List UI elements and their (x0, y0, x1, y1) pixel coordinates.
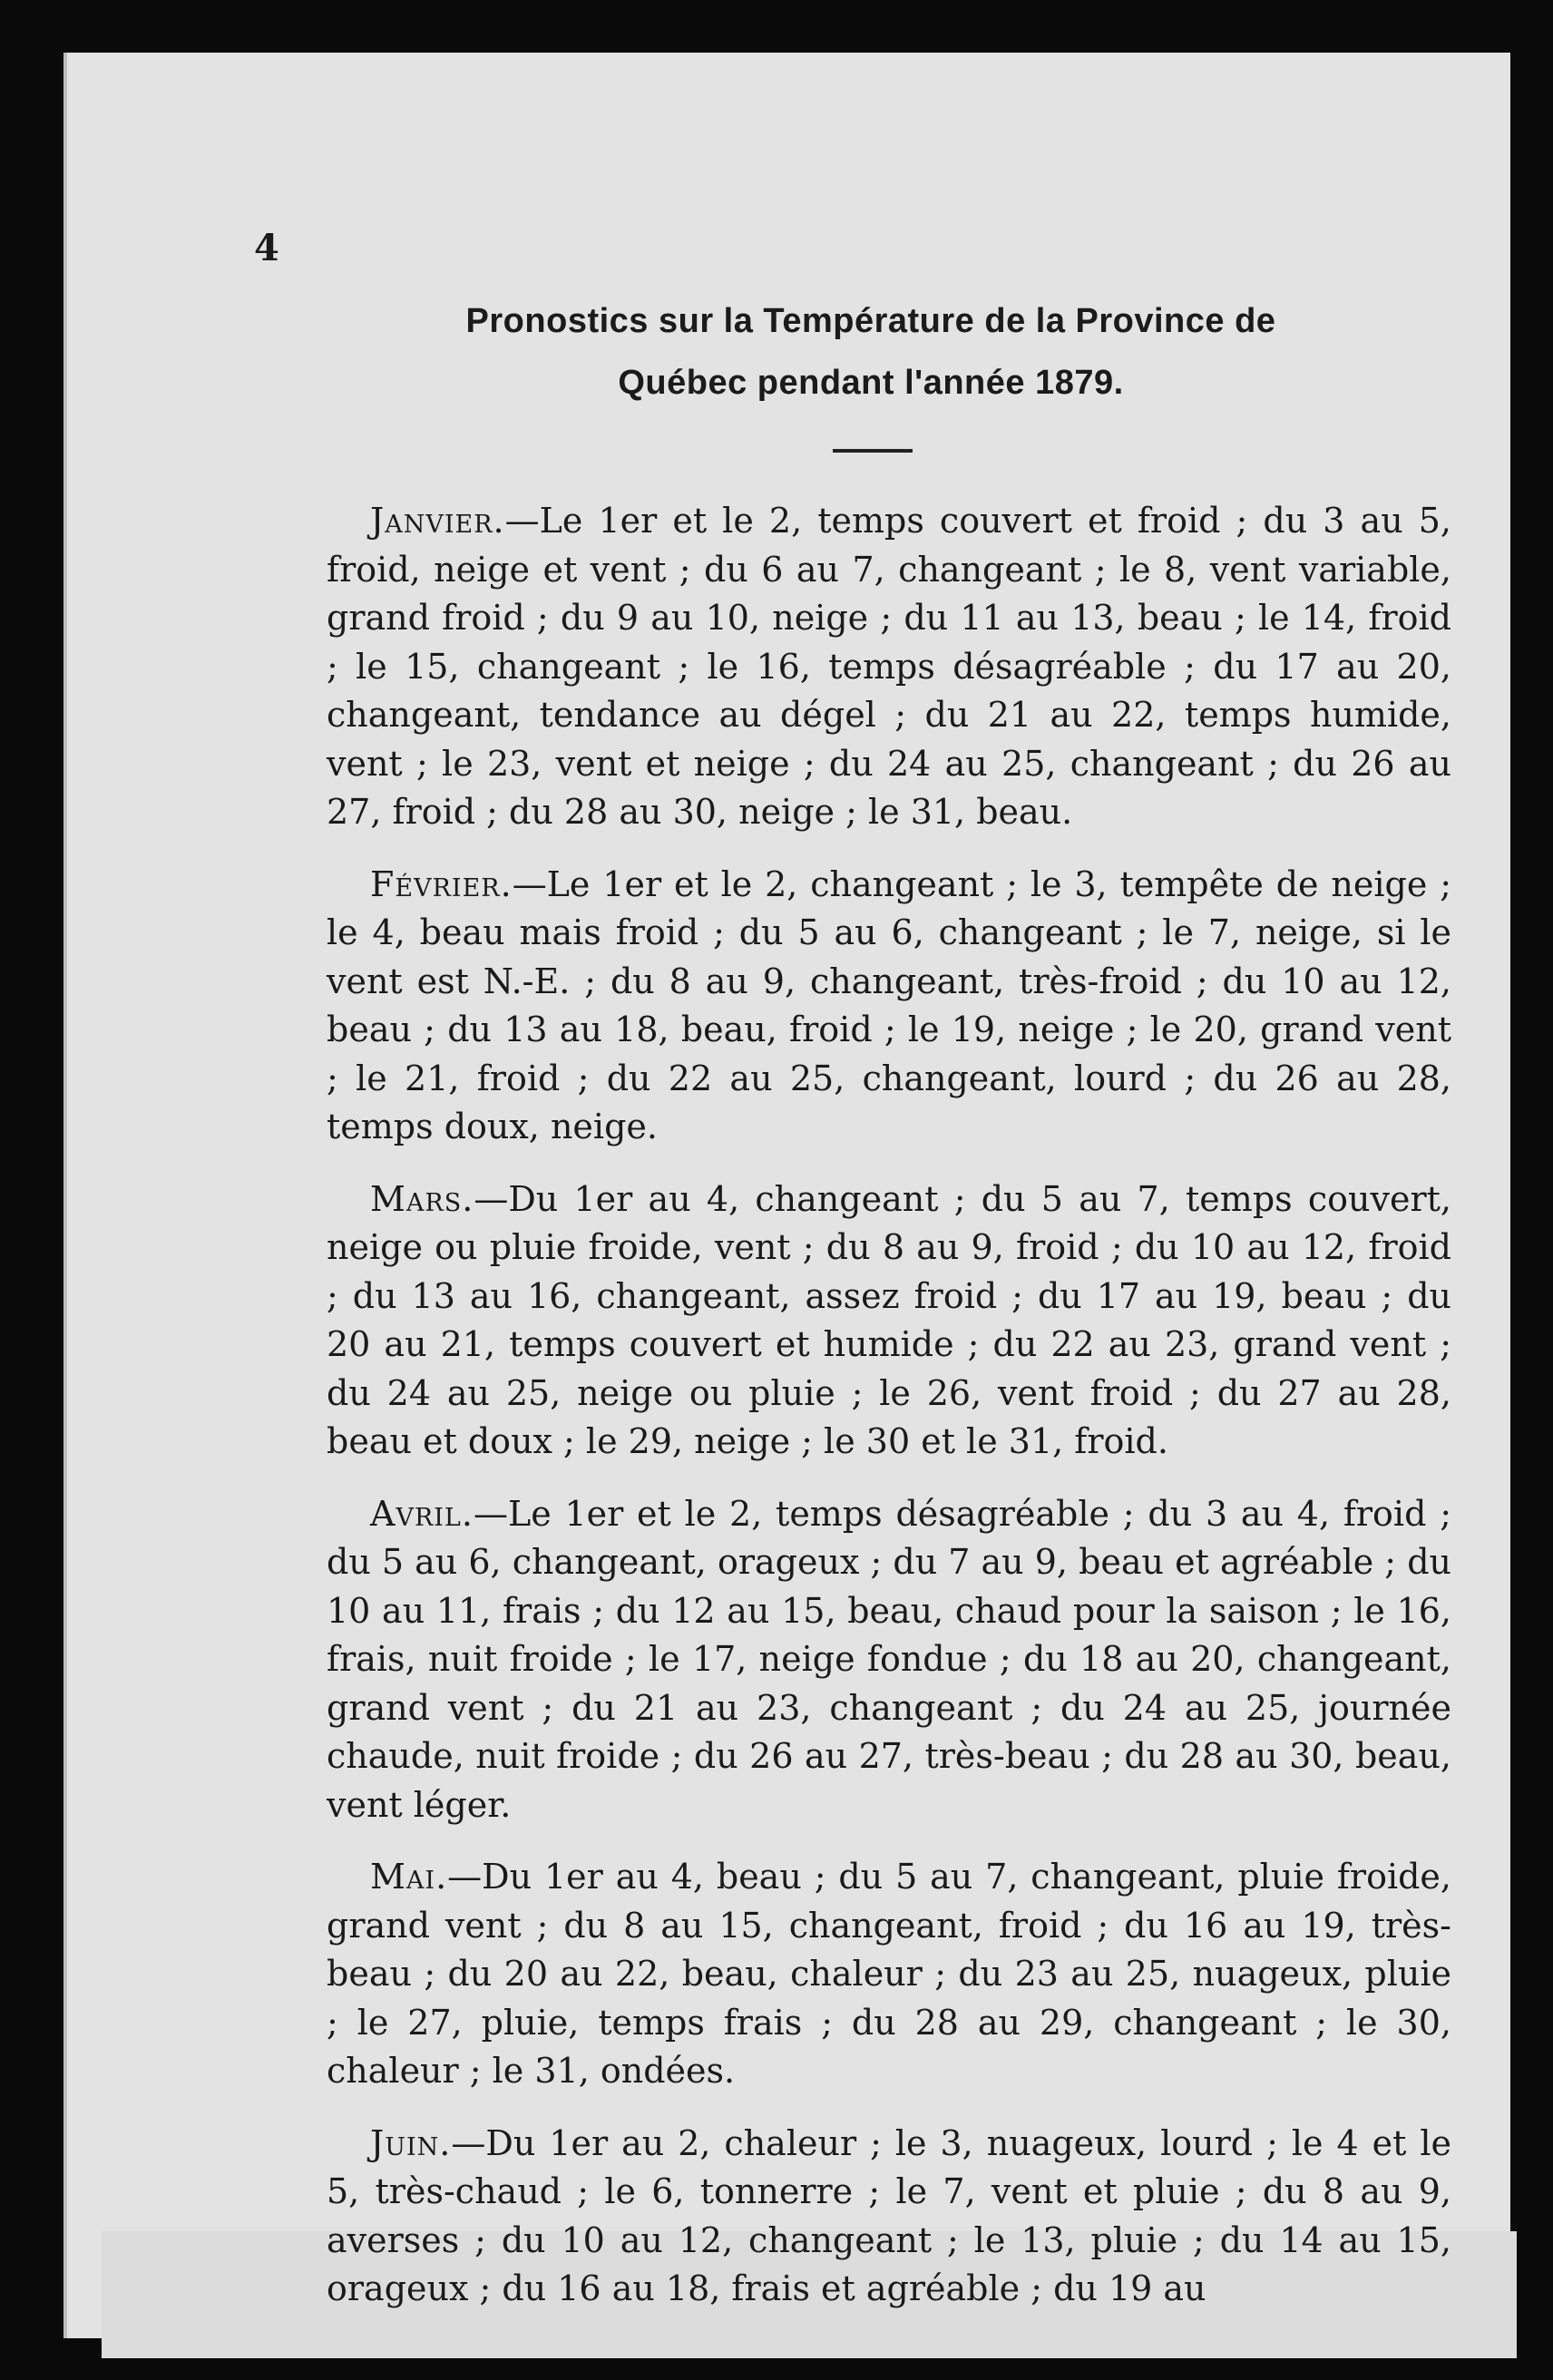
page-title (327, 290, 1415, 414)
paragraph-text: —Le 1er et le 2, temps désagréable ; du 3 au 4, froid ; du 5 au 6, changeant, orageux ; du 7 au 9, beau et agréable ; du 10 au 11, frais ; du 12 au 15, beau, chaud pour la saison ; le 16, frais, nuit froide ; le 17, neige fondue ; du 18 au 20, changeant, grand vent ; du 21 au 23, changeant ; du 24 au 25, journée chaude, nuit froide ; du 26 au 27, très-beau ; du 28 au 30, beau, vent léger. (327, 1493, 1451, 1825)
paragraph-text: —Du 1er au 2, chaleur ; le 3, nuageux, lourd ; le 4 et le 5, très-chaud ; le 6, tonnerre ; le 7, vent et pluie ; du 8 au 9, averses ; du 10 au 12, changeant ; le 13, pluie ; du 14 au 15, orageux ; du 16 au 18, frais et agréable ; du 19 au (327, 2122, 1451, 2308)
paragraph-text: —Du 1er au 4, beau ; du 5 au 7, changeant, pluie froide, grand vent ; du 8 au 15, changeant, froid ; du 16 au 19, très-beau ; du 20 au 22, beau, chaleur ; du 23 au 25, nuageux, pluie ; le 27, pluie, temps frais ; du 28 au 29, changeant ; le 30, chaleur ; le 31, ondées. (327, 1857, 1451, 2091)
paragraph-fevrier (327, 861, 1451, 1152)
month-label: Juin. (370, 2122, 452, 2163)
month-label: Janvier. (370, 501, 505, 541)
month-label: Février. (370, 863, 513, 904)
title-line-2: Québec pendant l'année 1879. (618, 364, 1124, 402)
paragraph-text: —Le 1er et le 2, changeant ; le 3, tempête de neige ; le 4, beau mais froid ; du 5 au 6, changeant ; le 7, neige, si le vent est N.-E. ; du 8 au 9, changeant, très-froid ; du 10 au 12, beau ; du 13 au 18, beau, froid ; le 19, neige ; le 20, grand vent ; le 21, froid ; du 22 au 25, changeant, lourd ; du 26 au 28, temps doux, neige. (327, 863, 1451, 1146)
month-label: Mai. (370, 1857, 448, 1897)
month-label: Mars. (370, 1178, 474, 1219)
paragraph-juin (327, 2120, 1451, 2314)
paragraph-mai (327, 1853, 1451, 2096)
paragraph-janvier (327, 497, 1451, 837)
paragraph-mars (327, 1175, 1451, 1467)
forecast-body (327, 497, 1451, 2337)
paragraph-avril (327, 1490, 1451, 1830)
paragraph-text: —Du 1er au 4, changeant ; du 5 au 7, temps couvert, neige ou pluie froide, vent ; du 8 au 9, froid ; du 10 au 12, froid ; du 13 au 16, changeant, assez froid ; du 17 au 19, beau ; du 20 au 21, temps couvert et humide ; du 22 au 23, grand vent ; du 24 au 25, neige ou pluie ; le 26, vent froid ; du 27 au 28, beau et doux ; le 29, neige ; le 30 et le 31, froid. (327, 1178, 1451, 1461)
title-divider (833, 449, 913, 453)
paragraph-text: —Le 1er et le 2, temps couvert et froid ; du 3 au 5, froid, neige et vent ; du 6 au 7, changeant ; le 8, vent variable, grand froid ; du 9 au 10, neige ; du 11 au 13, beau ; le 14, froid ; le 15, changeant ; le 16, temps désagréable ; du 17 au 20, changeant, tendance au dégel ; du 21 au 22, temps humide, vent ; le 23, vent et neige ; du 24 au 25, changeant ; du 26 au 27, froid ; du 28 au 30, neige ; le 31, beau. (327, 501, 1451, 832)
title-line-1: Pronostics sur la Température de la Province de (465, 302, 1276, 340)
month-label: Avril. (370, 1493, 474, 1534)
page-number: 4 (254, 227, 279, 269)
